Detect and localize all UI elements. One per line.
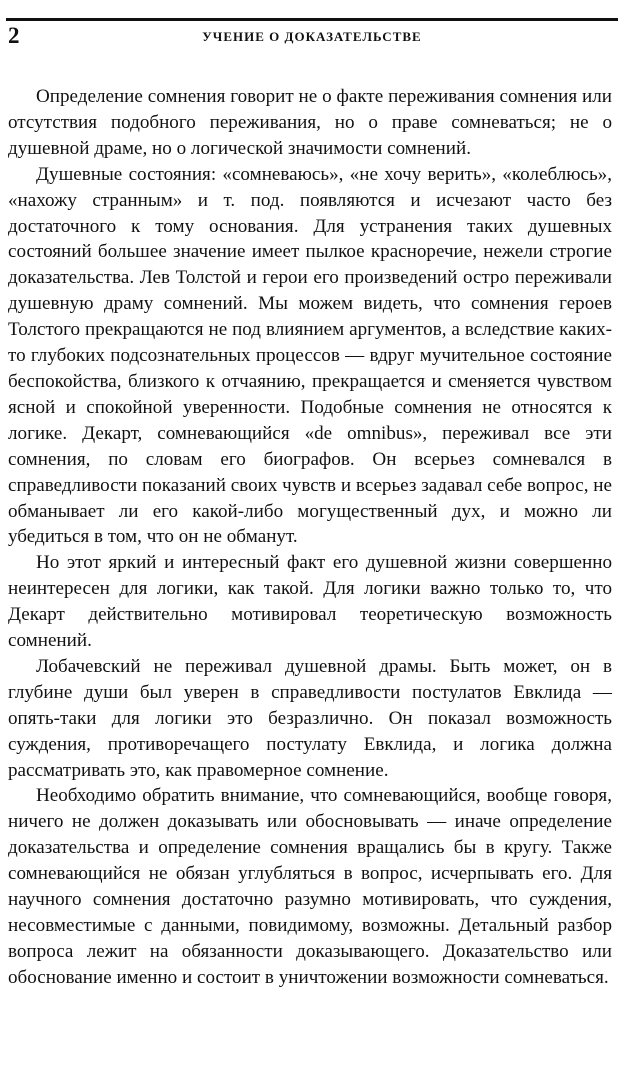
- header-rule: [6, 18, 618, 21]
- body-text: [8, 84, 612, 991]
- page-number: 2: [8, 23, 20, 48]
- running-title: УЧЕНИЕ О ДОКАЗАТЕЛЬСТВЕ: [202, 29, 422, 44]
- paragraph-1: Определение сомнения говорит не о факте переживания сомнения или отсутствия подобного переживания, но о праве сомневаться; не о душевной драме, но о логической значимости сомнений.: [8, 86, 612, 159]
- paragraph-2: Душевные состояния: «сомневаюсь», «не хочу верить», «колеблюсь», «нахожу странным» и т. под. появляются и исчезают часто без достаточного к тому основания. Для устранения таких душевных состояний большее значение имеет пылкое красноречие, нежели строгие доказательства. Лев Толстой и герои его произведений остро переживали душевную драму сомнений. Мы можем видеть, что сомнения героев Толстого прекращаются не под влиянием аргументов, а вследствие каких-то глубоких подсознательных процессов — вдруг мучительное состояние беспокойства, близкого к отчаянию, прекращается и сменяется чувством ясной и спокойной уверенности. Подобные сомнения не относятся к логике. Декарт, сомневающийся «de omnibus», переживал все эти сомнения, по словам его биографов. Он всерьез сомневался в справедливости показаний своих чувств и всерьез задавал себе вопрос, не обманывает ли его какой-либо могущественный дух, и можно ли убедиться в том, что он не обманут.: [8, 163, 612, 548]
- paragraph-5: Необходимо обратить внимание, что сомневающийся, вообще говоря, ничего не должен доказывать или обосновывать — иначе определение доказательства и определение сомнения вращались бы в кругу. Также сомневающийся не обязан углубляться в вопрос, исчерпывать его. Для научного сомнения достаточно разумно мотивировать, что суждения, несовместимые с данными, повидимому, возможны. Детальный разбор вопроса лежит на обязанности доказывающего. Доказательство или обоснование именно и состоит в уничтожении возможности сомневаться.: [8, 785, 612, 988]
- paragraph-4: Лобачевский не переживал душевной драмы. Быть может, он в глубине души был уверен в справедливости постулатов Евклида — опять-таки для логики это безразлично. Он показал возможность суждения, противоречащего постулату Евклида, и логика должна рассматривать это, как правомерное сомнение.: [8, 655, 612, 781]
- page-header: [6, 25, 618, 49]
- paragraph-3: Но этот яркий и интересный факт его душевной жизни совершенно неинтересен для логики, как такой. Для логики важно только то, что Декарт действительно мотивировал теоретическую возможность сомнений.: [8, 552, 612, 652]
